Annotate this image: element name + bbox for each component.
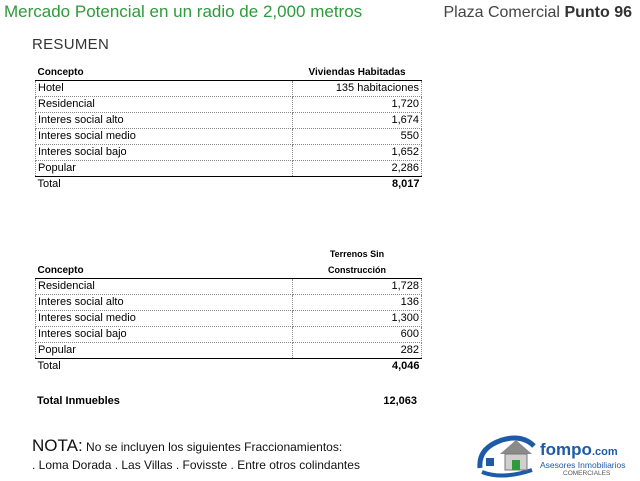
cell-concepto: Residencial [36,279,293,295]
cell-concepto: Interes social bajo [36,327,293,343]
column-header-viviendas: Viviendas Habitadas [308,67,406,78]
cell-concepto: Residencial [36,97,293,113]
cell-concepto: Interes social alto [36,295,293,311]
total-row [36,359,422,375]
header-line-2: Construcción [327,265,386,275]
plaza-prefix: Plaza Comercial [443,4,560,21]
logo-tagline-2: COMERCIALES [563,470,611,477]
table-header-row [36,246,422,279]
table-row [36,295,422,311]
total-label: Total [37,178,61,190]
cell-valor: 2,286 [293,161,422,177]
viviendas-table [35,65,422,192]
cell-valor: 1,674 [293,113,422,129]
cell-concepto: Interes social medio [36,129,293,145]
table-row [36,129,422,145]
cell-valor: 136 [293,295,422,311]
cell-valor: 550 [293,129,422,145]
cell-valor: 282 [293,343,422,359]
cell-concepto: Interes social medio [36,311,293,327]
table-row [36,327,422,343]
note-text: No se incluyen los siguientes Fraccionamientos: [86,440,343,454]
column-header-concepto: Concepto [37,67,84,78]
note [32,436,360,472]
total-label: Total [37,360,61,372]
table-row [36,81,422,97]
section-heading: RESUMEN [32,36,110,53]
total-value: 8,017 [391,178,420,190]
plaza-title [444,4,633,22]
table-row [36,97,422,113]
cell-valor: 1,720 [293,97,422,113]
page-title: Mercado Potencial en un radio de 2,000 metros [4,2,363,21]
cell-concepto: Interes social bajo [36,145,293,161]
table-row [36,343,422,359]
table-row [36,311,422,327]
terrenos-table [35,246,422,374]
table-header-row [36,65,422,81]
column-header-terrenos [293,246,422,279]
cell-concepto: Popular [36,161,293,177]
total-row [36,177,422,193]
grand-total-value: 12,063 [383,395,417,407]
note-label: NOTA: [32,436,83,455]
table-row [36,145,422,161]
cell-valor: 1,652 [293,145,422,161]
grand-total [37,395,417,407]
cell-valor: 1,728 [293,279,422,295]
logo-wordmark [540,440,618,460]
logo-tagline: Asesores Inmobiliarios [540,460,626,470]
cell-valor: 1,300 [293,311,422,327]
grand-total-label: Total Inmuebles [37,395,120,407]
cell-concepto: Popular [36,343,293,359]
cell-concepto: Hotel [36,81,293,97]
note-list: . Loma Dorada . Las Villas . Fovisste . Entre otros colindantes [32,458,360,472]
column-header-concepto: Concepto [37,265,84,276]
cell-valor: 600 [293,327,422,343]
table-row [36,113,422,129]
cell-concepto: Interes social alto [36,113,293,129]
table-row [36,161,422,177]
cell-valor: 135 habitaciones [293,81,422,97]
header-line-1: Terrenos Sin [329,249,385,259]
table-row [36,279,422,295]
logo-suffix: .com [591,446,618,458]
plaza-name: Punto 96 [564,4,632,21]
total-value: 4,046 [391,360,420,372]
logo-name: fompo [540,440,592,459]
